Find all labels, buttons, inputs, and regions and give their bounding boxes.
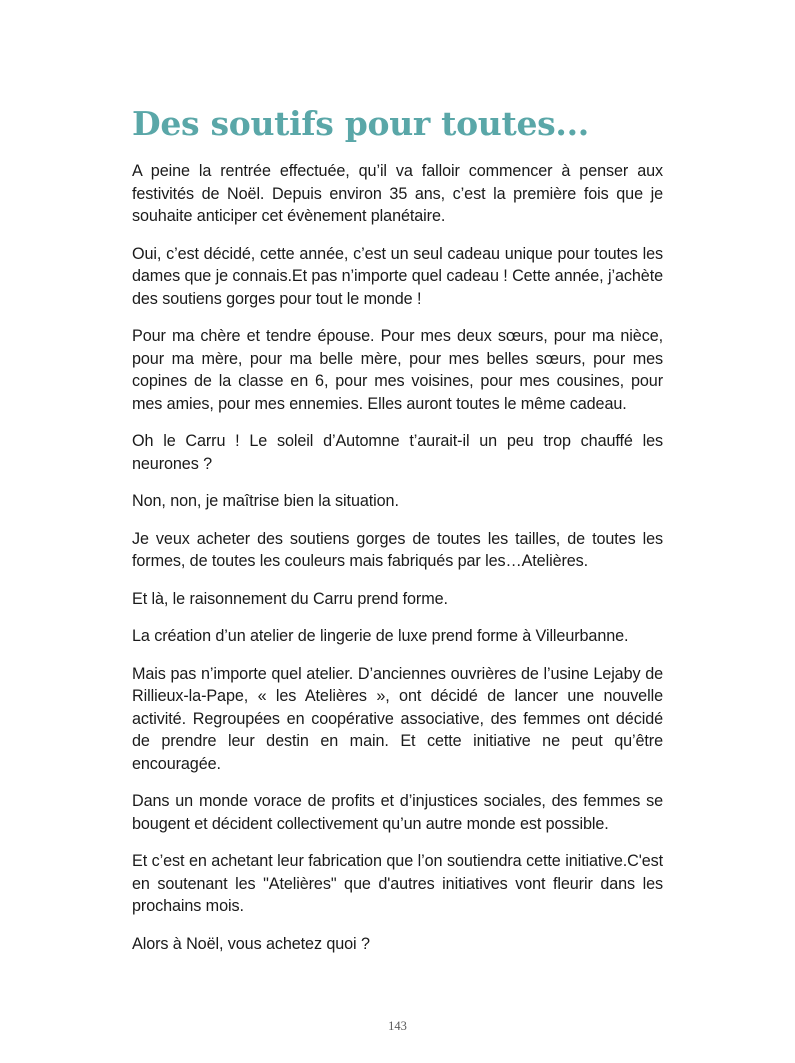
paragraph-12: Alors à Noël, vous achetez quoi ? [132, 934, 370, 953]
paragraph-5: Non, non, je maîtrise bien la situation. [132, 492, 399, 510]
paragraph-11: Et c’est en achetant leur fabrication que l’on soutiendra cette initiative.C'est en soutenant les "Atelières" que d'autres initiatives vont fleurir dans les prochains mois. [132, 852, 663, 915]
paragraph-3: Pour ma chère et tendre épouse. Pour mes deux sœurs, pour ma nièce, pour ma mère, pour ma belle mère, pour mes belles sœurs, pour mes copines de la classe en 6, pour mes voisines, pour mes cousines, pour mes amies, pour mes ennemies. Elles auront toutes le même cadeau. [132, 327, 663, 413]
paragraph-10: Dans un monde vorace de profits et d’injustices sociales, des femmes se bougent et décident collectivement qu’un autre monde est possible. [132, 792, 663, 833]
paragraph-1: A peine la rentrée effectuée, qu’il va falloir commencer à penser aux festivités de Noël. Depuis environ 35 ans, c’est la première fois que je souhaite anticiper cet évènement planétaire. [132, 162, 663, 225]
article-title: Des soutifs pour toutes... [132, 104, 589, 143]
paragraph-4: Oh le Carru ! Le soleil d’Automne t’aurait-il un peu trop chauffé les neurones ? [132, 432, 663, 473]
paragraph-7: Et là, le raisonnement du Carru prend forme. [132, 589, 448, 608]
paragraph-9: Mais pas n’importe quel atelier. D’anciennes ouvrières de l’usine Lejaby de Rillieux-la-Pape, « les Atelières », ont décidé de lancer une nouvelle activité. Regroupées en coopérative associative, des femmes ont décidé de prendre leur destin en main. Et cette initiative ne peut qu’être encouragée. [132, 664, 663, 773]
article-page [132, 104, 663, 970]
paragraph-6: Je veux acheter des soutiens gorges de toutes les tailles, de toutes les formes, de toutes les couleurs mais fabriqués par les…Atelières. [132, 529, 663, 570]
paragraph-2: Oui, c’est décidé, cette année, c’est un seul cadeau unique pour toutes les dames que je connais.Et pas n’importe quel cadeau ! Cette année, j’achète des soutiens gorges pour tout le monde ! [132, 244, 663, 308]
page-number: 143 [388, 1019, 407, 1033]
paragraph-8: La création d’un atelier de lingerie de luxe prend forme à Villeurbanne. [132, 627, 629, 645]
